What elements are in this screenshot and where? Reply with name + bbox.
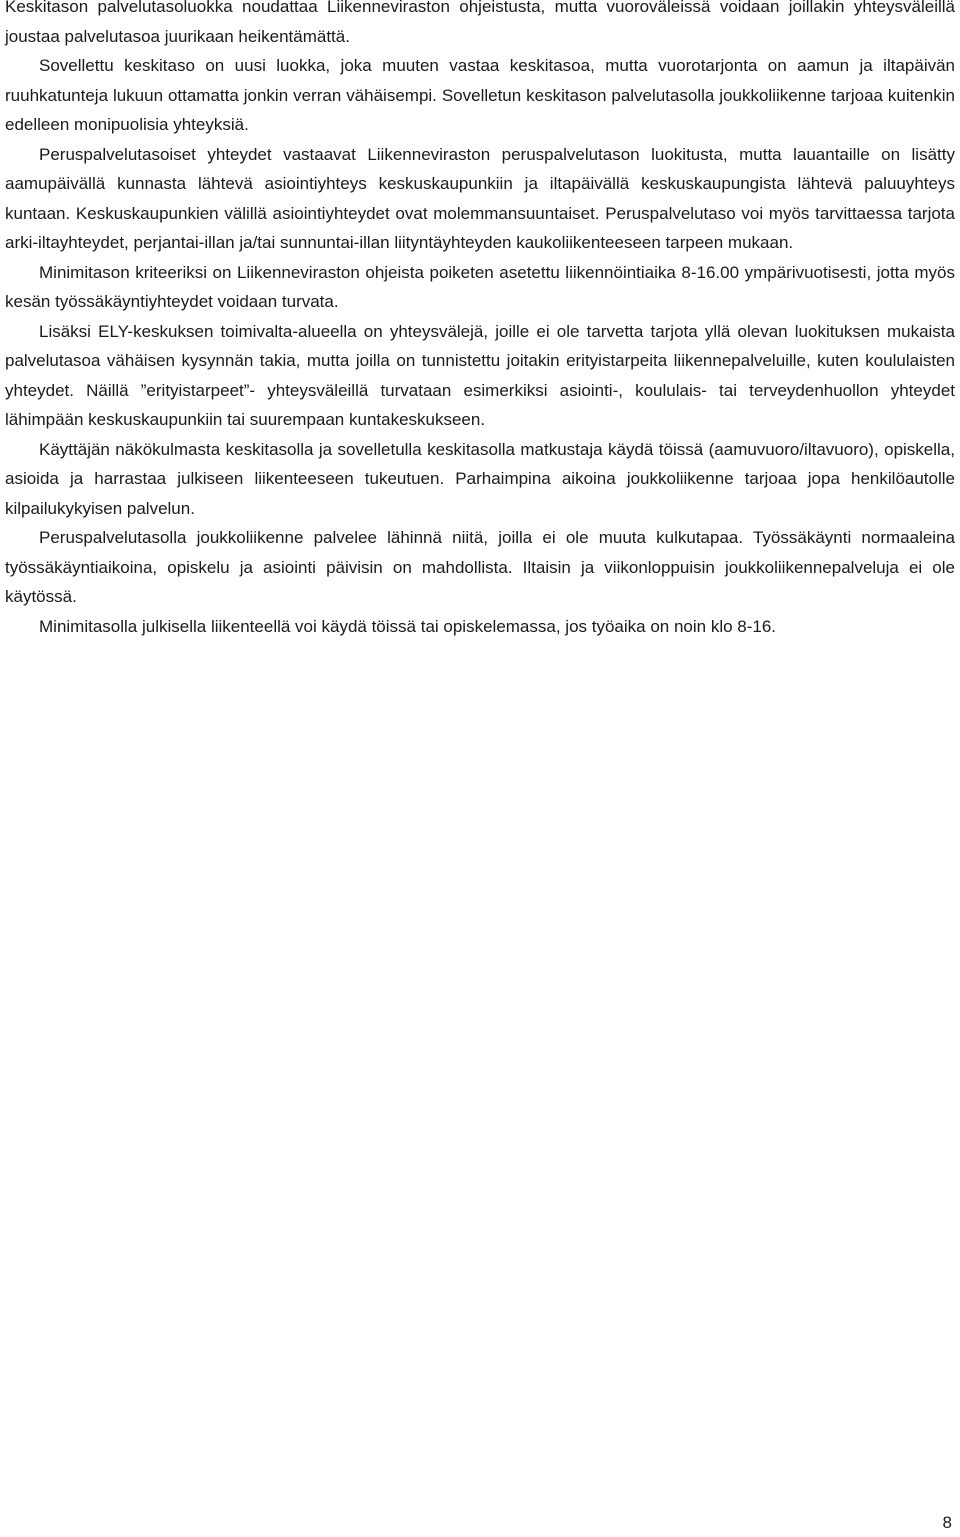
paragraph-service-level-keskitaso: Keskitason palvelutasoluokka noudattaa Liikenneviraston ohjeistusta, mutta vuoroväleissä voidaan joillakin yhteysväleillä joustaa palvelutasoa juurikaan heikentämättä. xyxy=(5,0,955,46)
paragraph-user-view-keskitaso: Käyttäjän näkökulmasta keskitasolla ja sovelletulla keskitasolla matkustaja käydä töissä (aamuvuoro/iltavuoro), opiskella, asioida ja harrastaa julkiseen liikenteeseen tukeutuen. Parhaimpina aikoina joukkoliikenne tarjoaa jopa henkilöautolle kilpailukykyisen palvelun. xyxy=(5,439,955,518)
paragraph-user-view-peruspalvelutaso: Peruspalvelutasolla joukkoliikenne palvelee lähinnä niitä, joilla ei ole muuta kulkutapaa. Työssäkäynti normaaleina työssäkäyntiaikoina, opiskelu ja asiointi päivisin on mahdollista. Iltaisin ja viikonloppuisin joukkoliikennepalveluja ei ole käytössä. xyxy=(5,528,955,606)
paragraph-sovellettu-keskitaso: Sovellettu keskitaso on uusi luokka, joka muuten vastaa keskitasoa, mutta vuorotarjonta on aamun ja iltapäivän ruuhkatunteja lukuun ottamatta jonkin verran vähäisempi. Sovelletun keskitason palvelutasolla joukkoliikenne tarjoaa kuitenkin edelleen monipuolisia yhteyksiä. xyxy=(5,56,955,134)
paragraph-peruspalvelutaso: Peruspalvelutasoiset yhteydet vastaavat Liikenneviraston peruspalvelutason luokitusta, mutta lauantaille on lisätty aamupäivällä kunnasta lähtevä asiointiyhteys keskuskaupunkiin ja iltapäivällä keskuskaupungista lähtevä paluuyhteys kuntaan. Keskuskaupunkien välillä asiointiyhteydet ovat molemmansuuntaiset. Peruspalvelutaso voi myös tarvittaessa tarjota arki-iltayhteydet, perjantai-illan ja/tai sunnuntai-illan liityntäyhteyden kaukoliikenteeseen tarpeen mukaan. xyxy=(5,144,955,252)
paragraph-erityistarpeet: Lisäksi ELY-keskuksen toimivalta-alueella on yhteysvälejä, joille ei ole tarvetta tarjota yllä olevan luokituksen mukaista palvelutasoa vähäisen kysynnän takia, mutta joilla on tunnistettu joitakin erityistarpeita liikennepalveluille, kuten koululaisten yhteydet. Näillä ”erityistarpeet”- yhteysväleillä turvataan esimerkiksi asiointi-, koululais- tai terveydenhuollon yhteydet lähimpään keskuskaupunkiin tai suurempaan kuntakeskukseen. xyxy=(5,321,955,429)
document-page xyxy=(5,0,955,641)
paragraph-minimitaso: Minimitason kriteeriksi on Liikenneviraston ohjeista poiketen asetettu liikennöintiaika 8-16.00 ympärivuotisesti, jotta myös kesän työssäkäyntiyhteydet voidaan turvata. xyxy=(5,262,955,311)
page-number: 8 xyxy=(942,1513,952,1532)
paragraph-user-view-minimitaso: Minimitasolla julkisella liikenteellä voi käydä töissä tai opiskelemassa, jos työaika on noin klo 8-16. xyxy=(39,616,777,636)
